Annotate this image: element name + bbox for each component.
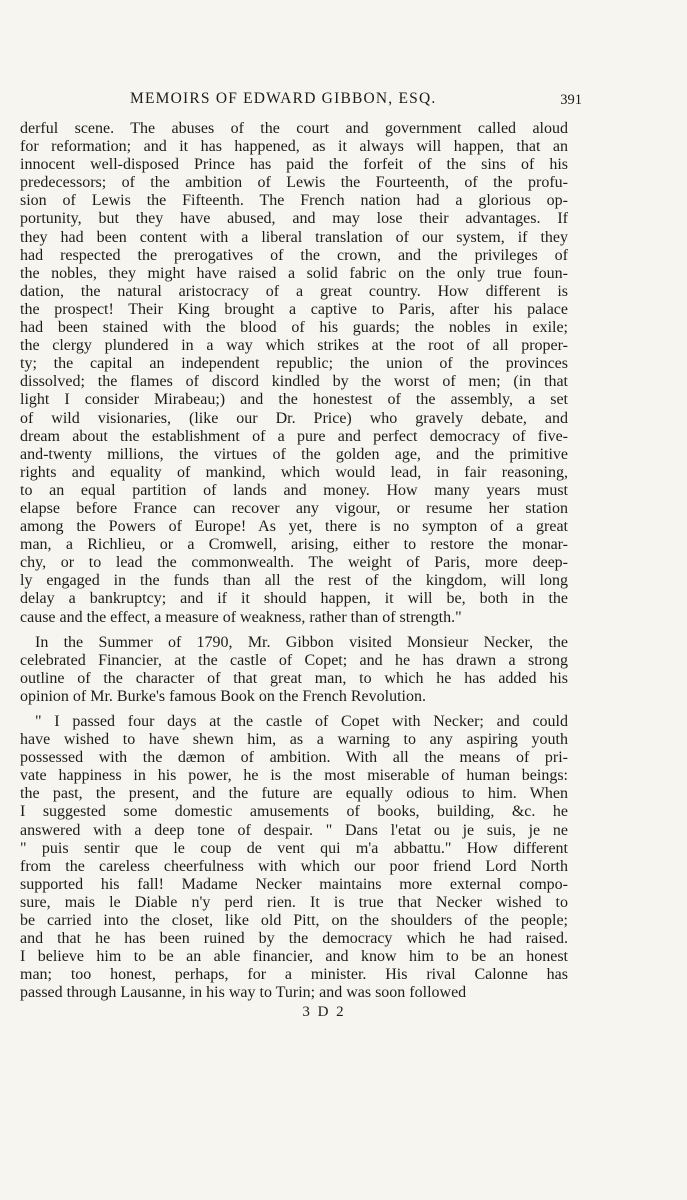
text-line: had respected the prerogatives of the crown, and the privileges of (20, 246, 568, 264)
text-line: I suggested some domestic amusements of books, building, &c. he (20, 803, 568, 821)
text-line: for reformation; and it has happened, as it always will happen, that an (20, 138, 568, 156)
text-line: be carried into the closet, like old Pitt, on the shoulders of the people; (20, 912, 568, 930)
text-line: " puis sentir que le coup de vent qui m'a abbattu." How different (20, 839, 568, 857)
book-page (20, 90, 582, 1021)
signature-mark: 3 D 2 (302, 1003, 346, 1020)
running-head (20, 90, 582, 114)
text-line: the prospect! Their King brought a captive to Paris, after his palace (20, 300, 568, 318)
text-line: supported his fall! Madame Necker maintains more external compo- (20, 875, 568, 893)
text-line: innocent well-disposed Prince has paid the forfeit of the sins of his (20, 156, 568, 174)
text-line: I believe him to be an able financier, and know him to be an honest (20, 948, 568, 966)
paragraph-letter-continuation (20, 120, 568, 627)
text-line: vate happiness in his power, he is the most miserable of human beings: (20, 767, 568, 785)
text-line: cause and the effect, a measure of weakness, rather than of strength." (20, 608, 462, 626)
text-line: portunity, but they have abused, and may lose their advantages. If (20, 210, 568, 228)
text-line: elapse before France can recover any vigour, or resume her station (20, 499, 568, 517)
text-line: predecessors; of the ambition of Lewis the Fourteenth, of the profu- (20, 174, 568, 192)
text-line: sure, mais le Diable n'y perd rien. It is true that Necker wished to (20, 893, 568, 911)
text-line: to an equal partition of lands and money. How many years must (20, 481, 568, 499)
text-line: the nobles, they might have raised a solid fabric on the only true foun- (20, 264, 568, 282)
text-line: dream about the establishment of a pure and perfect democracy of five- (20, 427, 568, 445)
text-line: opinion of Mr. Burke's famous Book on the French Revolution. (20, 687, 426, 705)
text-line: " I passed four days at the castle of Copet with Necker; and could (35, 713, 568, 730)
text-line: sion of Lewis the Fifteenth. The French nation had a glorious op- (20, 192, 568, 210)
text-line: and-twenty millions, the virtues of the golden age, and the primitive (20, 445, 568, 463)
text-line: had been stained with the blood of his guards; the nobles in exile; (20, 319, 568, 337)
text-line: celebrated Financier, at the castle of Copet; and he has drawn a strong (20, 651, 568, 669)
text-line: have wished to have shewn him, as a warning to any aspiring youth (20, 731, 568, 749)
text-line: the past, the present, and the future are equally odious to him. When (20, 785, 568, 803)
text-line: among the Powers of Europe! As yet, there is no sympton of a great (20, 518, 568, 536)
text-line: outline of the character of that great man, to which he has added his (20, 669, 568, 687)
text-line: ty; the capital an independent republic; the union of the provinces (20, 355, 568, 373)
text-line: derful scene. The abuses of the court and government called aloud (20, 120, 568, 137)
text-line: delay a bankruptcy; and if it should happen, it will be, both in the (20, 590, 568, 608)
text-line: light I consider Mirabeau;) and the honestest of the assembly, a set (20, 391, 568, 409)
text-line: dation, the natural aristocracy of a great country. How different is (20, 282, 568, 300)
text-line: ly engaged in the funds than all the rest of the kingdom, will long (20, 572, 568, 590)
text-line: and that he has been ruined by the democracy which he had raised. (20, 930, 568, 948)
text-line: of wild visionaries, (like our Dr. Price) who gravely debate, and (20, 409, 568, 427)
text-line: dissolved; the flames of discord kindled by the worst of men; (in that (20, 373, 568, 391)
text-line: man, a Richlieu, or a Cromwell, arising, either to restore the monar- (20, 536, 568, 554)
page-number: 391 (560, 92, 582, 108)
text-line: they had been content with a liberal translation of our system, if they (20, 228, 568, 246)
paragraph-necker-visit (20, 634, 568, 706)
text-line: possessed with the dæmon of ambition. With all the means of pri- (20, 749, 568, 767)
text-line: man; too honest, perhaps, for a minister. His rival Calonne has (20, 966, 568, 984)
text-line: rights and equality of mankind, which would lead, in fair reasoning, (20, 463, 568, 481)
paragraph-copet-letter (20, 713, 568, 1003)
text-line: from the careless cheerfulness with which our poor friend Lord North (20, 857, 568, 875)
text-line: passed through Lausanne, in his way to Turin; and was soon followed (20, 984, 467, 1002)
text-line: answered with a deep tone of despair. " Dans l'etat ou je suis, je ne (20, 821, 568, 839)
running-title: MEMOIRS OF EDWARD GIBBON, ESQ. (130, 90, 437, 107)
paragraph-gap (20, 627, 568, 634)
text-line: In the Summer of 1790, Mr. Gibbon visited Monsieur Necker, the (35, 633, 568, 651)
paragraph-gap (20, 706, 568, 713)
text-line: chy, or to lead the commonwealth. The weight of Paris, more deep- (20, 554, 568, 572)
text-line: the clergy plundered in a way which strikes at the root of all proper- (20, 337, 568, 355)
